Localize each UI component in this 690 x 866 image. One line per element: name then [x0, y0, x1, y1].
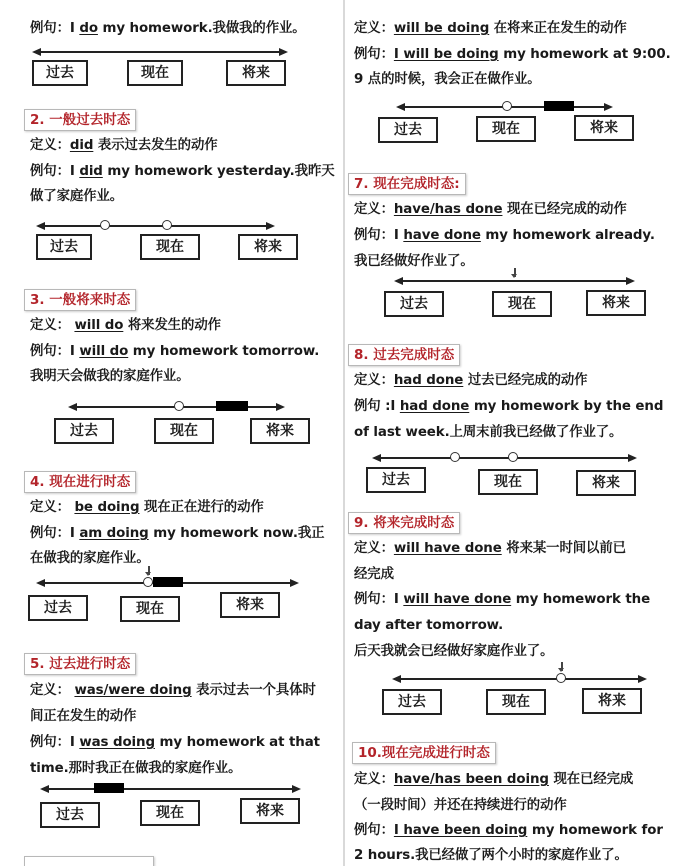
- example-present-perfect-continuous: 例句：I have been doing my homework for: [354, 823, 663, 838]
- timeline-point: [100, 220, 110, 230]
- definition-present-perfect-continuous: 定义：have/has been doing 现在已经完成: [354, 772, 634, 787]
- label-past: 过去: [32, 60, 88, 86]
- definition-present-perfect: 定义：have/has done 现在已经完成的动作: [354, 202, 627, 217]
- example-simple-future: 例句：I will do my homework tomorrow.: [30, 344, 320, 359]
- label-past: 过去: [40, 802, 100, 828]
- example-simple-future-cont: 我明天会做我的家庭作业。: [30, 369, 190, 384]
- section-title-present-perfect-continuous: 10.现在完成进行时态: [352, 742, 496, 764]
- example-present-perfect-cont: 我已经做好作业了。: [354, 254, 474, 269]
- example-present-continuous: 例句：I am doing my homework now.我正: [30, 526, 325, 541]
- label-past: 过去: [378, 117, 438, 143]
- example-present-continuous-cont: 在做我的家庭作业。: [30, 551, 150, 566]
- timeline-duration-bar: [153, 577, 183, 587]
- timeline-point: [143, 577, 153, 587]
- section-title-future-perfect: 9. 将来完成时态: [348, 512, 460, 534]
- example-future-continuous: 例句：I will be doing my homework at 9:00.: [354, 47, 671, 62]
- example-future-perfect: 例句：I will have done my homework the: [354, 592, 651, 607]
- now-indicator-arrow: [514, 268, 516, 277]
- label-future: 将来: [240, 798, 300, 824]
- label-future: 将来: [226, 60, 286, 86]
- definition-present-continuous: 定义： be doing 现在正在进行的动作: [30, 500, 264, 515]
- label-present: 现在: [120, 596, 180, 622]
- section-title-present-continuous: 4. 现在进行时态: [24, 471, 136, 493]
- definition-present-perfect-continuous-cont: （一段时间）并还在持续进行的动作: [354, 798, 567, 813]
- label-present: 现在: [492, 291, 552, 317]
- example-future-perfect-translation: 后天我就会已经做好家庭作业了。: [354, 644, 554, 659]
- right-column: [346, 0, 690, 866]
- label-future: 将来: [220, 592, 280, 618]
- timeline-duration-bar: [216, 401, 248, 411]
- section-title-present-perfect: 7. 现在完成时态:: [348, 173, 466, 195]
- example-simple-past-cont: 做了家庭作业。: [30, 189, 124, 204]
- label-present: 现在: [127, 60, 183, 86]
- definition-future-perfect: 定义：will have done 将来某一时间以前已: [354, 541, 626, 556]
- definition-simple-past: 定义：did 表示过去发生的动作: [30, 138, 218, 153]
- left-column: [0, 0, 342, 866]
- definition-past-perfect: 定义：had done 过去已经完成的动作: [354, 373, 588, 388]
- label-present: 现在: [140, 800, 200, 826]
- example-past-perfect-cont: of last week.上周末前我已经做了作业了。: [354, 425, 623, 440]
- section-title-past-perfect: 8. 过去完成时态: [348, 344, 460, 366]
- section-title-past-continuous: 5. 过去进行时态: [24, 653, 136, 675]
- column-divider: [343, 0, 345, 866]
- section-title-simple-past: 2. 一般过去时态: [24, 109, 136, 131]
- example-simple-present: 例句：I do my homework.我做我的作业。: [30, 21, 306, 36]
- example-future-continuous-cont: 9 点的时候，我会正在做作业。: [354, 72, 541, 87]
- section-title-cut-off: [24, 856, 154, 866]
- definition-future-perfect-cont: 经完成: [354, 567, 394, 582]
- definition-simple-future: 定义： will do 将来发生的动作: [30, 318, 221, 333]
- label-past: 过去: [366, 467, 426, 493]
- definition-past-continuous: 定义： was/were doing 表示过去一个具体时: [30, 683, 316, 698]
- label-present: 现在: [154, 418, 214, 444]
- example-past-continuous-cont: time.那时我正在做我的家庭作业。: [30, 761, 242, 776]
- label-present: 现在: [478, 469, 538, 495]
- label-present: 现在: [486, 689, 546, 715]
- timeline-duration-bar: [544, 101, 574, 111]
- label-past: 过去: [384, 291, 444, 317]
- label-future: 将来: [586, 290, 646, 316]
- example-future-perfect-cont: day after tomorrow.: [354, 618, 504, 633]
- example-simple-past: 例句：I did my homework yesterday.我昨天: [30, 164, 335, 179]
- definition-past-continuous-cont: 间正在发生的动作: [30, 709, 137, 724]
- label-future: 将来: [238, 234, 298, 260]
- timeline-point: [556, 673, 566, 683]
- section-title-simple-future: 3. 一般将来时态: [24, 289, 136, 311]
- label-present: 现在: [140, 234, 200, 260]
- label-past: 过去: [382, 689, 442, 715]
- label-past: 过去: [28, 595, 88, 621]
- example-past-continuous: 例句：I was doing my homework at that: [30, 735, 320, 750]
- label-present: 现在: [476, 116, 536, 142]
- timeline-point: [508, 452, 518, 462]
- label-future: 将来: [574, 115, 634, 141]
- label-future: 将来: [576, 470, 636, 496]
- label-past: 过去: [36, 234, 92, 260]
- future-point-arrow: [561, 662, 563, 671]
- definition-future-continuous: 定义：will be doing 在将来正在发生的动作: [354, 21, 627, 36]
- label-future: 将来: [582, 688, 642, 714]
- timeline-duration-bar: [94, 783, 124, 793]
- example-present-perfect: 例句：I have done my homework already.: [354, 228, 655, 243]
- timeline-point: [174, 401, 184, 411]
- timeline-point: [162, 220, 172, 230]
- timeline-point: [450, 452, 460, 462]
- label-future: 将来: [250, 418, 310, 444]
- now-indicator-arrow: [148, 566, 150, 575]
- example-present-perfect-continuous-cont: 2 hours.我已经做了两个小时的家庭作业了。: [354, 848, 628, 863]
- example-past-perfect: 例句 :I had done my homework by the end: [354, 399, 664, 414]
- label-past: 过去: [54, 418, 114, 444]
- timeline-point: [502, 101, 512, 111]
